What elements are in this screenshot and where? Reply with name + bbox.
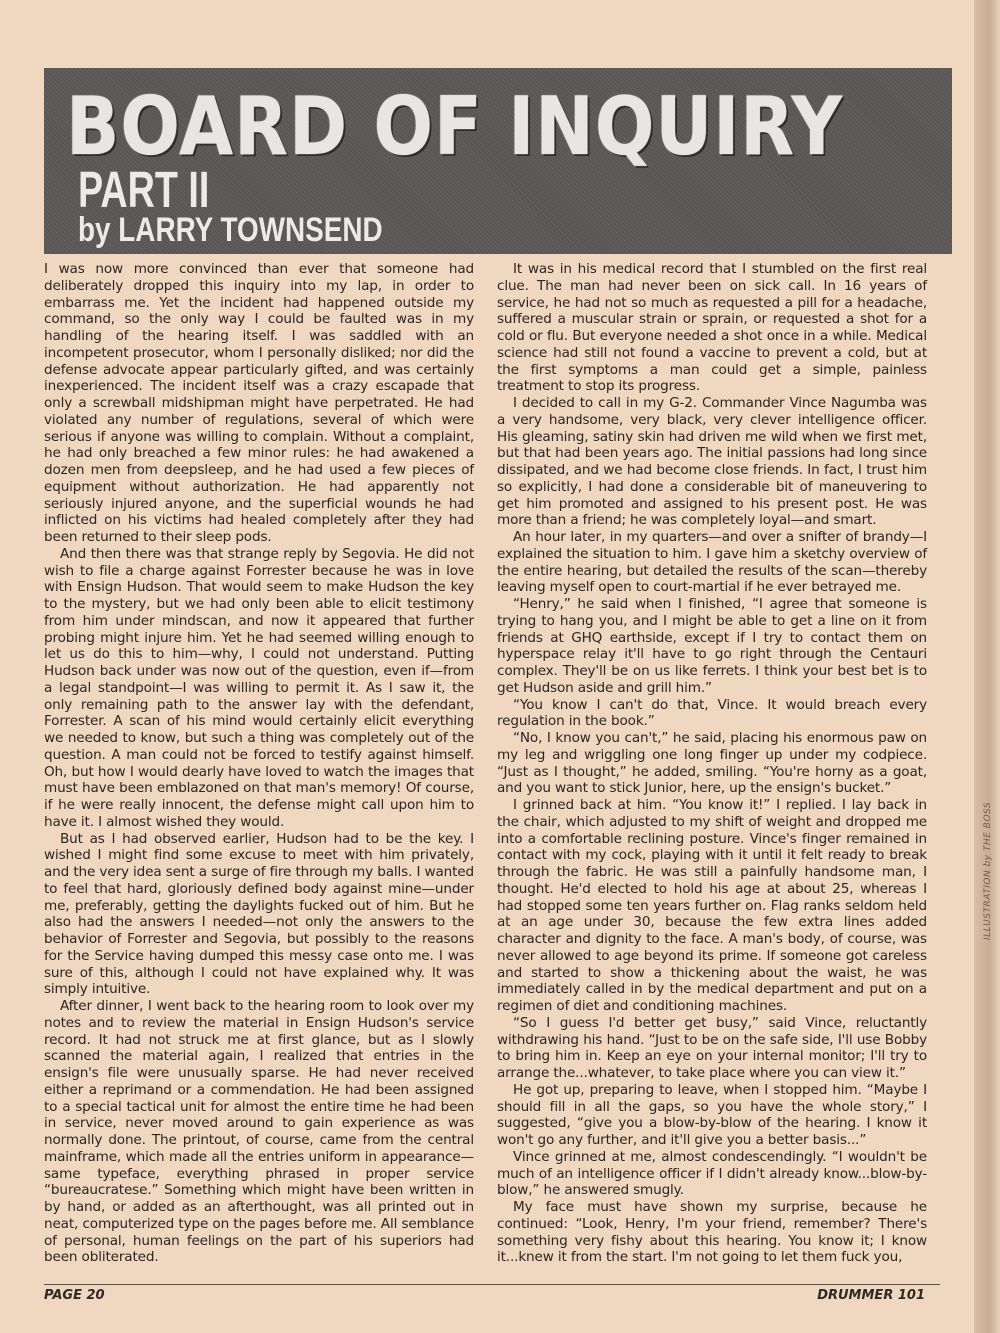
paragraph: After dinner, I went back to the hearing room to look over my notes and to review the material in Ensign Hudson's service record. It had not struck me at first glance, but as I slowly scanned the material again, I realized that entries in the ensign's file were unusually sparse. He had never received either a reprimand or a commendation. He had been assigned to a special tactical unit for almost the entire time he had been in service, never moved around to gain experience as was normally done. The printout, of course, came from the central mainframe, which made all the entries uniform in appearance—same typeface, everything phrased in proper service “bureaucratese.” Something which might have been written in by hand, or added as an afterthought, was all printed out in neat, computerized type on the pages before me. All semblance of personal, human feelings on the part of his superiors had been obliterated. <box>44 998 474 1266</box>
paragraph: “Henry,” he said when I finished, “I agree that someone is trying to hang you, and I might be able to get a line on it from friends at GHQ earthside, except if I try to contact them on hyperspace relay it'll have to go right through the Centauri complex. They'll be on us like ferrets. I think your best bet is to get Hudson aside and grill him.” <box>497 596 927 696</box>
paragraph: My face must have shown my surprise, because he continued: “Look, Henry, I'm your friend, remember? There's something very fishy about this hearing. You know it; I know it...knew it from the start. I'm not going to let them fuck you, <box>497 1199 927 1266</box>
illustration-credit: ILLUSTRATION by THE BOSS <box>983 801 993 940</box>
paragraph: Vince grinned at me, almost condescendingly. “I wouldn't be much of an intelligence officer if I didn't already know...blow-by-blow,” he answered smugly. <box>497 1148 927 1199</box>
left-text-column <box>44 261 474 1266</box>
paragraph: I was now more convinced than ever that someone had deliberately dropped this inquiry into my lap, in order to embarrass me. Yet the incident had happened outside my command, so the only way I could be faulted was in my handling of the hearing itself. I was saddled with an incompetent prosecutor, whom I personally disliked; nor did the defense advocate appear particularly gifted, and was certainly inexperienced. The incident itself was a crazy escapade that only a screwball midshipman might have perpetrated. He had violated any number of regulations, several of which were serious if anyone was willing to complain. Without a complaint, he had only breached a few minor rules: he had awakened a dozen men from deepsleep, and he had used a few pieces of equipment without authorization. He had apparently not seriously injured anyone, and the superficial wounds he had inflicted on his victims had healed completely after they had been returned to their sleep pods. <box>44 261 474 545</box>
article-title: BOARD OF INQUIRY <box>66 79 844 174</box>
paragraph: It was in his medical record that I stumbled on the first real clue. The man had never been on sick call. In 16 years of service, he had not so much as requested a pill for a headache, suffered a muscular strain or sprain, or requested a shot for a cold or flu. But everyone needed a shot once in a while. Medical science had still not found a vaccine to prevent a cold, but at the first symptoms a man could get a simple, painless treatment to stop its progress. <box>497 261 927 395</box>
page-edge-shadow <box>974 0 1000 1333</box>
title-banner <box>44 68 952 254</box>
paragraph: An hour later, in my quarters—and over a snifter of brandy—I explained the situation to him. I gave him a sketchy overview of the entire hearing, but detailed the results of the scan—thereby leaving myself open to court-martial if he ever betrayed me. <box>497 529 927 596</box>
right-text-column <box>497 261 927 1266</box>
paragraph: “No, I know you can't,” he said, placing his enormous paw on my leg and wriggling one long finger up under my codpiece. “Just as I thought,” he added, smiling. “You're horny as a goat, and you want to stick Junior, here, up the ensign's bucket.” <box>497 730 927 797</box>
article-part-label: PART II <box>78 160 210 218</box>
publication-folio: DRUMMER 101 <box>817 1288 925 1303</box>
paragraph: And then there was that strange reply by Segovia. He did not wish to file a charge against Forrester because he was in love with Ensign Hudson. That would seem to make Hudson the key to the mystery, but we had only been able to elicit testimony from him under mindscan, and now it appeared that further probing might injure him. Yet he had seemed willing enough to let us do this to him—why, I could not understand. Putting Hudson back under was now out of the question, even if—from a legal standpoint—I was willing to permit it. As I saw it, the only remaining path to the answer lay with the defendant, Forrester. A scan of his mind would certainly elicit everything we needed to know, but such a thing was completely out of the question. A man could not be forced to testify against himself. Oh, but how I would dearly have loved to watch the images that must have been emblazoned on that man's memory! Of course, if he were really innocent, the defense might call upon him to have it. I almost wished they would. <box>44 545 474 830</box>
paragraph: I grinned back at him. “You know it!” I replied. I lay back in the chair, which adjusted to my shift of weight and dropped me into a comfortable reclining posture. Vince's finger remained in contact with my cock, playing with it until it felt ready to break through the fabric. He was still a painfully handsome man, I thought. He'd elected to hold his age at about 25, whereas I had stopped some ten years further on. Flag ranks seldom held at an age under 30, because the few extra lines added character and dignity to the face. A man's body, of course, was never allowed to age beyond its prime. If someone got careless and started to show a thickening about the waist, he was immediately called in by the medical department and put on a regimen of diet and conditioning machines. <box>497 797 927 1014</box>
article-byline: by LARRY TOWNSEND <box>78 211 383 249</box>
paragraph: He got up, preparing to leave, when I stopped him. “Maybe I should fill in all the gaps, so you have the whole story,” I suggested, “give you a blow-by-blow of the hearing. I know it won't go any further, and it'll give you a better basis...” <box>497 1081 927 1148</box>
paragraph: I decided to call in my G-2. Commander Vince Nagumba was a very handsome, very black, very clever intelligence officer. His gleaming, satiny skin had driven me wild when we first met, but that had been years ago. The initial passions had long since dissipated, and we had become close friends. In fact, I trust him so explicitly, I had done a considerable bit of maneuvering to get him promoted and assigned to his present post. He was more than a friend; he was completely loyal—and smart. <box>497 395 927 529</box>
footer-rule <box>44 1284 940 1285</box>
paragraph: But as I had observed earlier, Hudson had to be the key. I wished I might find some excuse to meet with him privately, and the very idea sent a surge of fire through my balls. I wanted to feel that hard, gloriously defined body against mine—under me, preferably, getting the daylights fucked out of him. But he also had the answers I needed—not only the answers to the behavior of Forrester and Segovia, but possibly to the reasons for the Service having dumped this messy case onto me. I was sure of this, although I could not have explained why. It was simply intuitive. <box>44 830 474 998</box>
paragraph: “You know I can't do that, Vince. It would breach every regulation in the book.” <box>497 696 927 730</box>
page-number: PAGE 20 <box>44 1288 105 1303</box>
paragraph: “So I guess I'd better get busy,” said Vince, reluctantly withdrawing his hand. “Just to be on the safe side, I'll use Bobby to bring him in. Keep an eye on your internal monitor; I'll try to arrange the...whatever, to take place where you can view it.” <box>497 1014 927 1081</box>
